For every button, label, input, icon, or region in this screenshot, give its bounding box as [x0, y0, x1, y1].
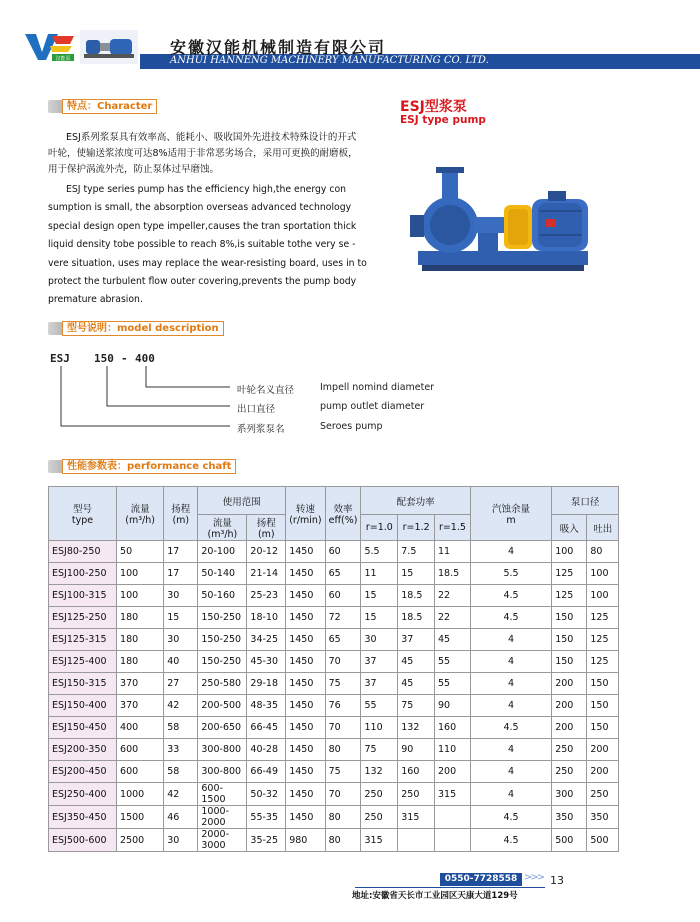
performance-table: [48, 486, 619, 852]
table-cell: 55: [361, 695, 398, 717]
label-marker-icon: [48, 100, 62, 113]
table-cell: 58: [164, 761, 198, 783]
model-impeller-diameter: 400: [135, 352, 155, 365]
table-cell: 250: [398, 783, 435, 806]
table-cell: 125: [552, 585, 587, 607]
table-cell: 100: [117, 585, 164, 607]
table-cell: 66-49: [247, 761, 286, 783]
table-cell: 27: [164, 673, 198, 695]
table-cell: 100: [552, 541, 587, 563]
page-number: 13: [550, 874, 564, 887]
table-cell: 132: [361, 761, 398, 783]
model-cell: ESJ500-600: [49, 829, 117, 852]
table-cell: 45: [435, 629, 471, 651]
model-desc-series-cn: 系列浆泵名: [237, 424, 285, 435]
table-cell: 15: [361, 607, 398, 629]
model-cell: ESJ200-350: [49, 739, 117, 761]
model-desc-impeller-en: Impell nomind diameter: [320, 382, 435, 393]
table-row: [49, 761, 619, 783]
table-cell: 100: [117, 563, 164, 585]
model-desc-series-en: Seroes pump: [320, 421, 383, 432]
company-address: 地址:安徽省天长市工业园区天康大道129号: [352, 891, 518, 901]
table-cell: 30: [361, 629, 398, 651]
table-cell: 200: [587, 739, 619, 761]
table-cell: 125: [552, 563, 587, 585]
table-cell: 150: [552, 607, 587, 629]
model-cell: ESJ200-450: [49, 761, 117, 783]
table-cell: 4.5: [470, 717, 551, 739]
model-prefix: ESJ: [50, 352, 70, 365]
table-cell: 46: [164, 806, 198, 829]
header-head: 扬程 (m): [164, 487, 198, 541]
table-cell: 11: [435, 541, 471, 563]
table-cell: 15: [164, 607, 198, 629]
header-diameter: 泵口径: [552, 487, 619, 515]
table-cell: 600: [117, 761, 164, 783]
model-dash: -: [121, 352, 128, 365]
table-cell: 250: [587, 783, 619, 806]
table-cell: 18.5: [435, 563, 471, 585]
label-marker-icon: [48, 460, 62, 473]
table-cell: 1450: [286, 541, 325, 563]
table-cell: 1450: [286, 563, 325, 585]
table-cell: 1450: [286, 761, 325, 783]
model-cell: ESJ125-315: [49, 629, 117, 651]
header-inlet: 吸入: [552, 515, 587, 541]
table-cell: 37: [361, 673, 398, 695]
table-cell: 80: [325, 829, 361, 852]
table-cell: 65: [325, 563, 361, 585]
table-row: [49, 806, 619, 829]
table-cell: 55: [435, 651, 471, 673]
table-cell: 150: [552, 651, 587, 673]
table-cell: 4: [470, 629, 551, 651]
table-cell: 100: [587, 585, 619, 607]
table-cell: 20-12: [247, 541, 286, 563]
table-cell: 33: [164, 739, 198, 761]
table-cell: 1000-2000: [198, 806, 247, 829]
table-cell: 4: [470, 739, 551, 761]
table-cell: 4: [470, 673, 551, 695]
phone-number: 0550-7728558: [440, 873, 522, 886]
table-cell: 55: [435, 673, 471, 695]
header-r2: r=1.2: [398, 515, 435, 541]
table-cell: 300-800: [198, 761, 247, 783]
table-cell: [435, 829, 471, 852]
table-cell: 1450: [286, 806, 325, 829]
table-cell: 50-140: [198, 563, 247, 585]
table-cell: 90: [435, 695, 471, 717]
table-cell: 350: [552, 806, 587, 829]
table-cell: 110: [361, 717, 398, 739]
model-desc-impeller-cn: 叶轮名义直径: [237, 385, 295, 396]
table-cell: 315: [361, 829, 398, 852]
model-cell: ESJ100-250: [49, 563, 117, 585]
table-row: [49, 739, 619, 761]
table-cell: 4: [470, 651, 551, 673]
table-cell: 45: [398, 673, 435, 695]
table-cell: 300-800: [198, 739, 247, 761]
model-cell: ESJ250-400: [49, 783, 117, 806]
table-cell: 180: [117, 607, 164, 629]
table-cell: 125: [587, 629, 619, 651]
table-row: [49, 585, 619, 607]
table-cell: 15: [398, 563, 435, 585]
table-cell: 22: [435, 607, 471, 629]
table-cell: 35-25: [247, 829, 286, 852]
table-cell: 70: [325, 783, 361, 806]
model-cell: ESJ150-315: [49, 673, 117, 695]
header-type: 型号 type: [49, 487, 117, 541]
model-cell: ESJ125-400: [49, 651, 117, 673]
table-cell: 132: [398, 717, 435, 739]
table-cell: 80: [325, 806, 361, 829]
table-cell: 150-250: [198, 629, 247, 651]
table-cell: 150: [552, 629, 587, 651]
table-cell: 1450: [286, 585, 325, 607]
table-cell: 60: [325, 585, 361, 607]
table-row: [49, 783, 619, 806]
header-range: 使用范围: [198, 487, 286, 515]
table-cell: 200: [552, 717, 587, 739]
header-r1: r=1.0: [361, 515, 398, 541]
table-cell: 350: [587, 806, 619, 829]
table-cell: 70: [325, 717, 361, 739]
character-section-label: 特点：Character: [48, 99, 157, 114]
table-cell: 75: [325, 761, 361, 783]
table-cell: 7.5: [398, 541, 435, 563]
table-cell: 500: [552, 829, 587, 852]
table-cell: 11: [361, 563, 398, 585]
table-cell: 40-28: [247, 739, 286, 761]
model-cell: ESJ100-315: [49, 585, 117, 607]
table-cell: 4: [470, 783, 551, 806]
company-logo: [22, 30, 77, 64]
table-cell: 2000-3000: [198, 829, 247, 852]
table-cell: 200: [435, 761, 471, 783]
table-cell: 600-1500: [198, 783, 247, 806]
table-cell: 17: [164, 563, 198, 585]
table-cell: 34-25: [247, 629, 286, 651]
table-cell: 20-100: [198, 541, 247, 563]
performance-section-label: 性能参数表：performance chaft: [48, 459, 236, 474]
header-npsh: 汽蚀余量 m: [470, 487, 551, 541]
table-cell: [435, 806, 471, 829]
table-cell: 315: [435, 783, 471, 806]
model-cell: ESJ150-450: [49, 717, 117, 739]
model-desc-outlet-cn: 出口直径: [237, 404, 276, 415]
table-cell: 29-18: [247, 673, 286, 695]
table-cell: 300: [552, 783, 587, 806]
table-row: [49, 695, 619, 717]
character-text-cn: ESJ系列浆泵具有效率高、能耗小、吸收国外先进技术特殊设计的开式叶轮，使输送浆浓度可达8%适用于非常恶劣场合，采用可更换的耐磨板，用于保护涡流外壳，防止泵体过早磨蚀。: [48, 132, 358, 175]
table-cell: 18.5: [398, 607, 435, 629]
table-cell: 80: [587, 541, 619, 563]
table-cell: 42: [164, 695, 198, 717]
model-section-label: 型号说明：model description: [48, 321, 224, 336]
table-cell: 125: [587, 607, 619, 629]
table-cell: 70: [325, 651, 361, 673]
table-cell: 4: [470, 541, 551, 563]
table-cell: 4.5: [470, 829, 551, 852]
table-cell: 58: [164, 717, 198, 739]
table-cell: 200-650: [198, 717, 247, 739]
table-cell: 250: [361, 806, 398, 829]
table-cell: 150-250: [198, 651, 247, 673]
table-cell: 1450: [286, 607, 325, 629]
table-cell: 1450: [286, 651, 325, 673]
table-row: [49, 829, 619, 852]
table-cell: 2500: [117, 829, 164, 852]
table-cell: 17: [164, 541, 198, 563]
table-row: [49, 673, 619, 695]
table-cell: 60: [325, 541, 361, 563]
table-cell: 150-250: [198, 607, 247, 629]
table-cell: 1000: [117, 783, 164, 806]
table-cell: 160: [398, 761, 435, 783]
table-cell: 55-35: [247, 806, 286, 829]
table-cell: 80: [325, 739, 361, 761]
table-cell: 600: [117, 739, 164, 761]
table-cell: 180: [117, 629, 164, 651]
table-cell: 22: [435, 585, 471, 607]
table-cell: 250: [552, 739, 587, 761]
table-cell: 1450: [286, 673, 325, 695]
table-cell: 5.5: [470, 563, 551, 585]
table-row: [49, 629, 619, 651]
table-cell: 50: [117, 541, 164, 563]
table-cell: 1450: [286, 717, 325, 739]
model-desc-outlet-en: pump outlet diameter: [320, 401, 425, 412]
table-cell: 30: [164, 629, 198, 651]
table-cell: 25-23: [247, 585, 286, 607]
table-cell: 42: [164, 783, 198, 806]
model-cell: ESJ350-450: [49, 806, 117, 829]
header-range-head: 扬程 (m): [247, 515, 286, 541]
pump-thumbnail: [80, 30, 138, 64]
table-cell: 200: [552, 695, 587, 717]
character-text-en: ESJ type series pump has the efficiency high,the energy con sumption is small, the absorption overseas advanced technology special design open type impeller,causes the tran sportation thick liquid density tobe possible to reach 8%,is suitable tothe very se -vere situation, uses may replace the wear-resisting board, uses in to protect the turbulent flow outer covering,prevents the pump body premature abrasion.: [48, 184, 367, 306]
table-cell: 150: [587, 717, 619, 739]
table-cell: 30: [164, 829, 198, 852]
table-cell: 250: [361, 783, 398, 806]
table-cell: [398, 829, 435, 852]
table-cell: 48-35: [247, 695, 286, 717]
logo-text: 汉能泵: [55, 56, 71, 62]
table-cell: 150: [587, 673, 619, 695]
label-marker-icon: [48, 322, 62, 335]
model-cell: ESJ150-400: [49, 695, 117, 717]
table-cell: 1500: [117, 806, 164, 829]
pump-image: [408, 163, 598, 283]
product-title-en: ESJ type pump: [400, 114, 486, 126]
table-cell: 37: [398, 629, 435, 651]
company-name-cn: 安徽汉能机械制造有限公司: [170, 38, 387, 57]
model-outlet-diameter: 150: [94, 352, 114, 365]
table-cell: 100: [587, 563, 619, 585]
table-cell: 4: [470, 695, 551, 717]
table-cell: 370: [117, 673, 164, 695]
table-cell: 315: [398, 806, 435, 829]
table-row: [49, 607, 619, 629]
table-cell: 30: [164, 585, 198, 607]
table-cell: 250-580: [198, 673, 247, 695]
table-cell: 21-14: [247, 563, 286, 585]
table-cell: 370: [117, 695, 164, 717]
table-cell: 150: [587, 695, 619, 717]
table-row: [49, 651, 619, 673]
header-speed: 转速 (r/min): [286, 487, 325, 541]
header-flow: 流量 (m³/h): [117, 487, 164, 541]
table-cell: 200: [552, 673, 587, 695]
table-cell: 500: [587, 829, 619, 852]
table-cell: 4.5: [470, 585, 551, 607]
table-cell: 75: [361, 739, 398, 761]
table-cell: 160: [435, 717, 471, 739]
footer-divider: [355, 887, 545, 888]
header-range-flow: 流量 (m³/h): [198, 515, 247, 541]
table-cell: 50-160: [198, 585, 247, 607]
model-cell: ESJ125-250: [49, 607, 117, 629]
table-cell: 72: [325, 607, 361, 629]
table-cell: 18-10: [247, 607, 286, 629]
table-cell: 37: [361, 651, 398, 673]
table-cell: 18.5: [398, 585, 435, 607]
table-cell: 250: [552, 761, 587, 783]
arrows-icon: >>>: [524, 872, 544, 883]
table-cell: 180: [117, 651, 164, 673]
table-cell: 200-500: [198, 695, 247, 717]
table-cell: 40: [164, 651, 198, 673]
table-cell: 4.5: [470, 607, 551, 629]
table-cell: 4.5: [470, 806, 551, 829]
header-power: 配套功率: [361, 487, 470, 515]
table-cell: 1450: [286, 695, 325, 717]
table-cell: 75: [325, 673, 361, 695]
table-cell: 125: [587, 651, 619, 673]
product-title-cn: ESJ型浆泵: [400, 99, 467, 115]
table-cell: 980: [286, 829, 325, 852]
table-row: [49, 717, 619, 739]
table-cell: 76: [325, 695, 361, 717]
header-outlet: 吐出: [587, 515, 619, 541]
table-cell: 1450: [286, 783, 325, 806]
table-cell: 75: [398, 695, 435, 717]
table-cell: 4: [470, 761, 551, 783]
table-row: [49, 563, 619, 585]
table-cell: 45-30: [247, 651, 286, 673]
model-cell: ESJ80-250: [49, 541, 117, 563]
table-cell: 66-45: [247, 717, 286, 739]
table-cell: 45: [398, 651, 435, 673]
table-cell: 400: [117, 717, 164, 739]
table-cell: 1450: [286, 739, 325, 761]
model-leader-lines: [55, 366, 235, 432]
header-efficiency: 效率 eff(%): [325, 487, 361, 541]
table-cell: 65: [325, 629, 361, 651]
table-cell: 110: [435, 739, 471, 761]
table-cell: 200: [587, 761, 619, 783]
table-cell: 15: [361, 585, 398, 607]
table-row: [49, 541, 619, 563]
header-r3: r=1.5: [435, 515, 471, 541]
table-cell: 5.5: [361, 541, 398, 563]
company-name-en: ANHUI HANNENG MACHINERY MANUFACTURING CO. LTD.: [170, 55, 489, 66]
table-cell: 1450: [286, 629, 325, 651]
table-cell: 50-32: [247, 783, 286, 806]
table-cell: 90: [398, 739, 435, 761]
